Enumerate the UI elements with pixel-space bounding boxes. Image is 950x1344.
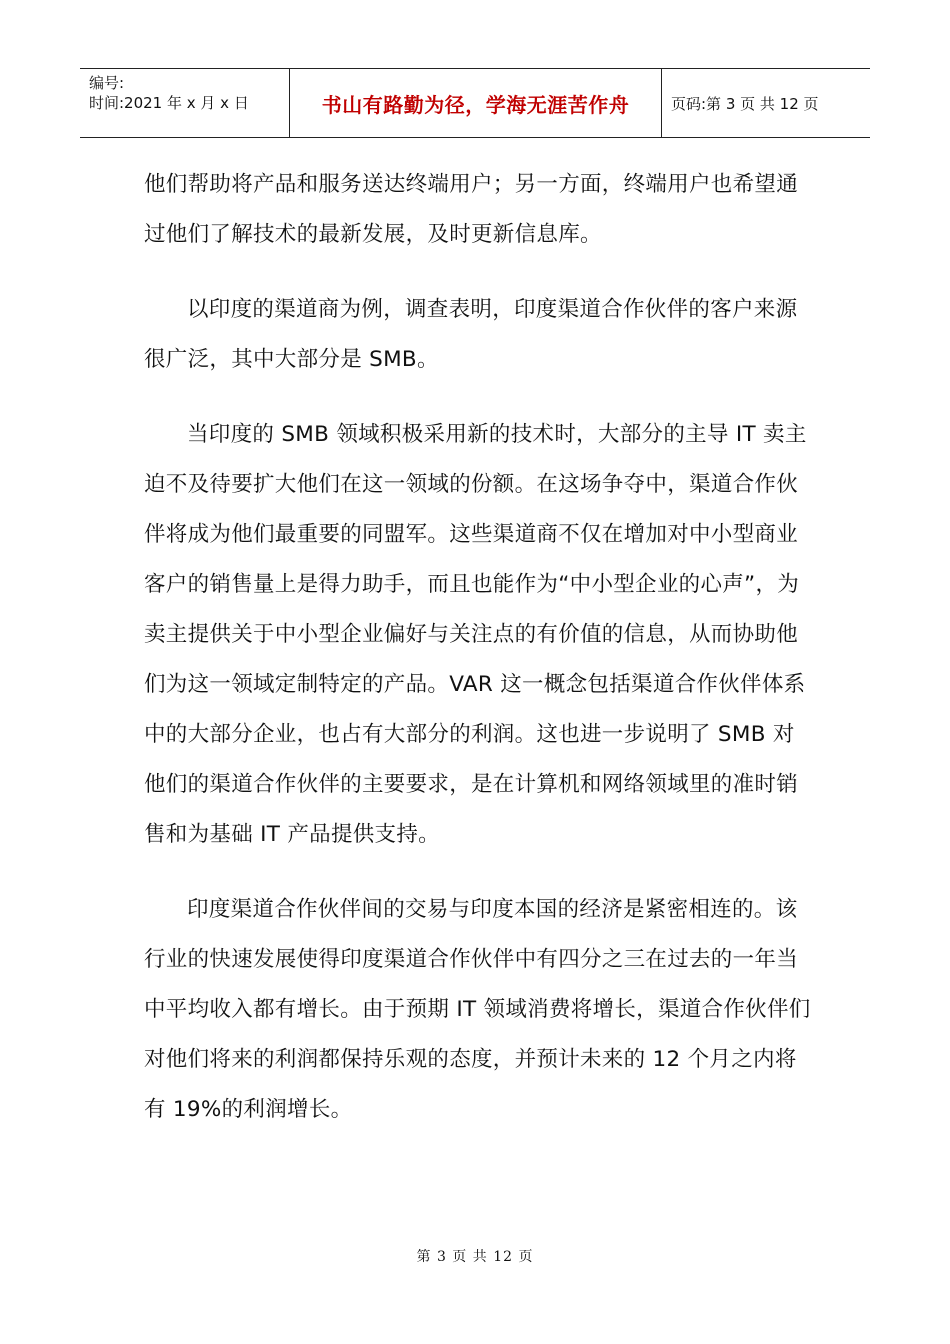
paragraph: 当印度的 SMB 领域积极采用新的技术时，大部分的主导 IT 卖主迫不及待要扩大他们在这一领域的份额。在这场争夺中，渠道合作伙伴将成为他们最重要的同盟军。这些渠道商不仅在增加对中小型商业客户的销售量上是得力助手，而且也能作为“中小型企业的心声”，为卖主提供关于中小型企业偏好与关注点的有价值的信息，从而协助他们为这一领域定制特定的产品。VAR 这一概念包括渠道合作伙伴体系中的大部分企业，也占有大部分的利润。这也进一步说明了 SMB 对他们的渠道合作伙伴的主要要求，是在计算机和网络领域里的准时销售和为基础 IT 产品提供支持。 (144, 422, 807, 847)
paragraph: 印度渠道合作伙伴间的交易与印度本国的经济是紧密相连的。该行业的快速发展使得印度渠道合作伙伴中有四分之三在过去的一年当中平均收入都有增长。由于预期 IT 领域消费将增长，渠道合作伙伴们对他们将来的利润都保持乐观的态度，并预计未来的 12 个月之内将有 19%的利润增长。 (144, 897, 811, 1122)
header-meta (80, 69, 289, 137)
header-motto: 书山有路勤为径，学海无涯苦作舟 (289, 69, 662, 137)
page-footer: 第 3 页 共 12 页 (416, 1249, 534, 1265)
document-date-label: 时间:2021 年 x 月 x 日 (89, 94, 249, 112)
paragraph: 以印度的渠道商为例，调查表明，印度渠道合作伙伴的客户来源很广泛，其中大部分是 SMB。 (144, 297, 798, 372)
document-body (144, 160, 814, 1160)
paragraph: 他们帮助将产品和服务送达终端用户；另一方面，终端用户也希望通过他们了解技术的最新发展，及时更新信息库。 (144, 172, 799, 247)
header-page-number: 页码:第 3 页 共 12 页 (671, 94, 819, 113)
header-table (80, 68, 870, 138)
document-number-label: 编号: (89, 74, 125, 92)
